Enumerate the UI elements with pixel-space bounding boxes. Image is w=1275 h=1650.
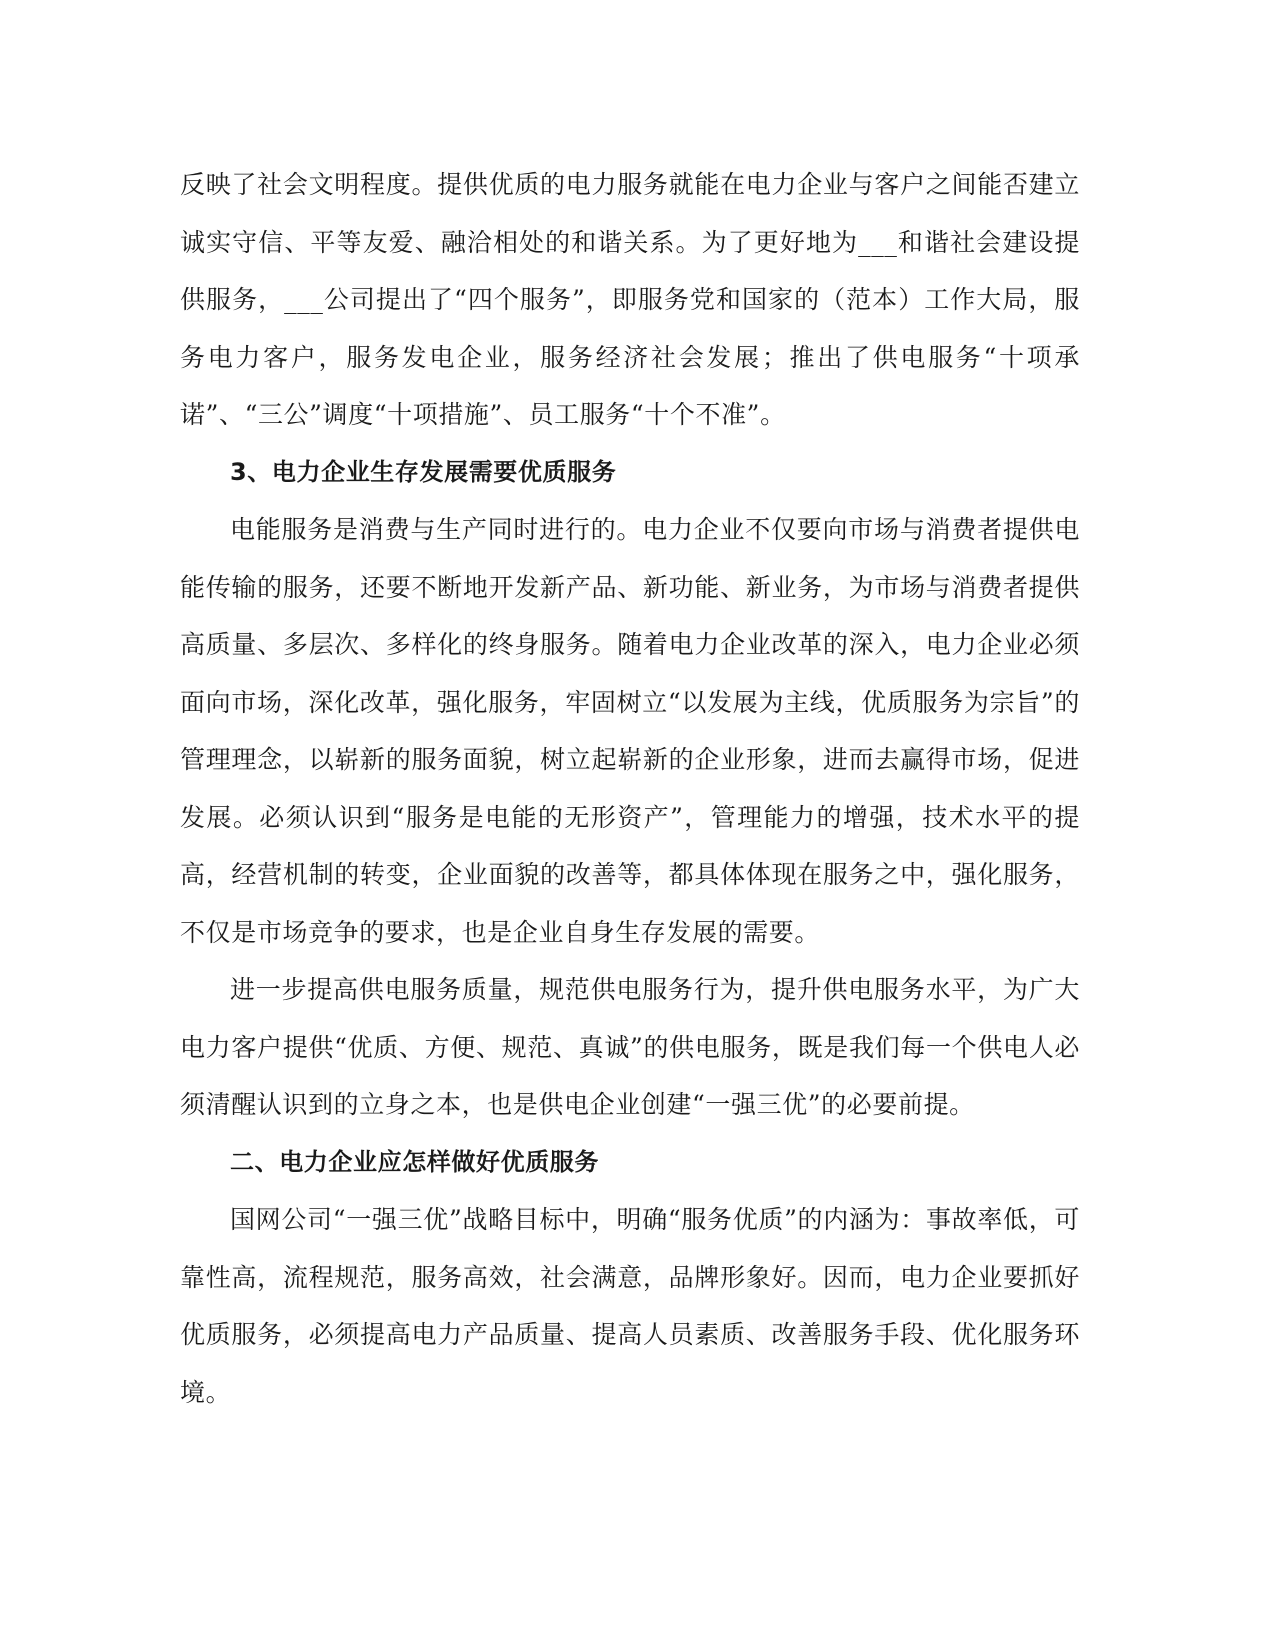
section-heading-3: 3、电力企业生存发展需要优质服务 [230,457,617,486]
paragraph-service-quality: 进一步提高供电服务质量，规范供电服务行为，提升供电服务水平，为广大电力客户提供“优质、方便、规范、真诚”的供电服务，既是我们每一个供电人必须清醒认识到的立身之本，也是供电企业创建“一强三优”的必要前提。 [180,975,1080,1119]
paragraph-strategic-goal: 国网公司“一强三优”战略目标中，明确“服务优质”的内涵为：事故率低，可靠性高，流程规范，服务高效，社会满意，品牌形象好。因而，电力企业要抓好优质服务，必须提高电力产品质量、提高人员素质、改善服务手段、优化服务环境。 [180,1205,1080,1407]
paragraph-energy-service: 电能服务是消费与生产同时进行的。电力企业不仅要向市场与消费者提供电能传输的服务，还要不断地开发新产品、新功能、新业务，为市场与消费者提供高质量、多层次、多样化的终身服务。随着电力企业改革的深入，电力企业必须面向市场，深化改革，强化服务，牢固树立“以发展为主线，优质服务为宗旨”的管理理念，以崭新的服务面貌，树立起崭新的企业形象，进而去赢得市场，促进发展。必须认识到“服务是电能的无形资产”，管理能力的增强，技术水平的提高，经营机制的转变，企业面貌的改善等，都具体体现在服务之中，强化服务，不仅是市场竞争的要求，也是企业自身生存发展的需要。 [180,515,1080,947]
section-heading-2: 二、电力企业应怎样做好优质服务 [230,1147,599,1176]
paragraph-social-civilization: 反映了社会文明程度。提供优质的电力服务就能在电力企业与客户之间能否建立诚实守信、平等友爱、融洽相处的和谐关系。为了更好地为___和谐社会建设提供服务，___公司提出了“四个服务”，即服务党和国家的（范本）工作大局，服务电力客户，服务发电企业，服务经济社会发展；推出了供电服务“十项承诺”、“三公”调度“十项措施”、员工服务“十个不准”。 [180,170,1080,429]
document-page [180,156,1080,1421]
